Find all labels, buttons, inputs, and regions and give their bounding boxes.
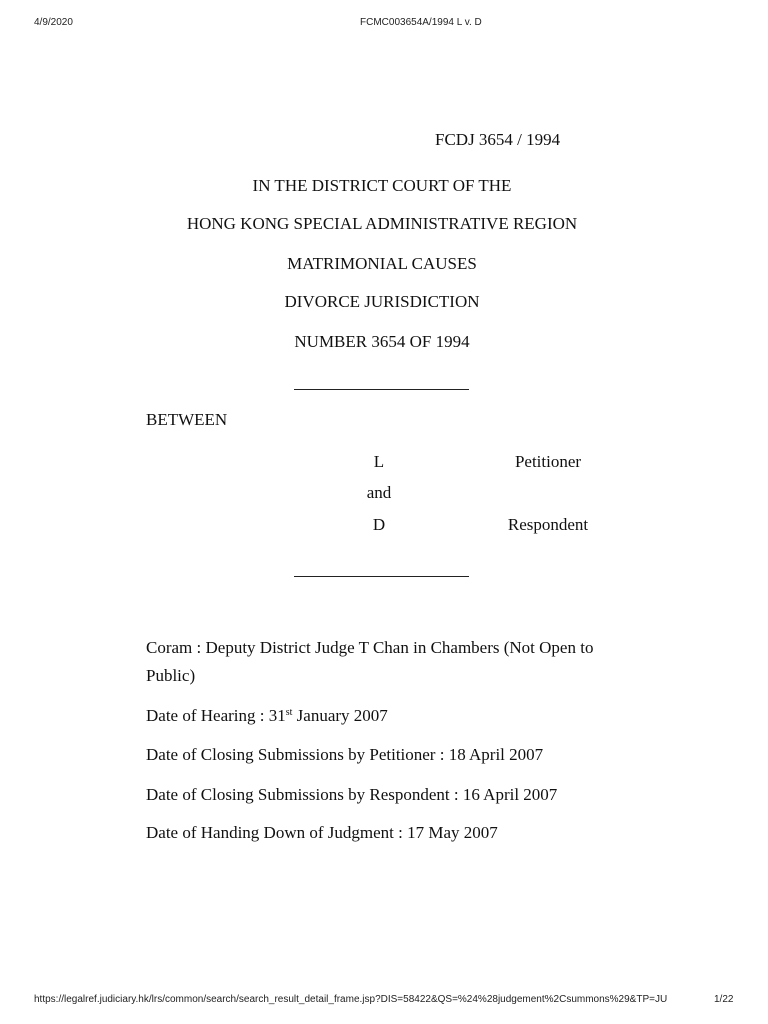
petitioner-role: Petitioner (514, 452, 582, 471)
separator-rule-top (294, 389, 469, 390)
date-of-hearing (146, 706, 388, 726)
respondent-role: Respondent (507, 515, 589, 534)
coram-statement: Coram : Deputy District Judge T Chan in Chambers (Not Open to Public) (146, 638, 594, 685)
separator-rule-bottom (294, 576, 469, 577)
court-heading-line-1: IN THE DISTRICT COURT OF THE (252, 176, 512, 195)
court-heading-line-2: HONG KONG SPECIAL ADMINISTRATIVE REGION (186, 214, 578, 233)
print-date: 4/9/2020 (34, 17, 73, 28)
print-title: FCMC003654A/1994 L v. D (360, 17, 482, 28)
court-heading-line-5: NUMBER 3654 OF 1994 (294, 332, 470, 351)
handing-down-date: Date of Handing Down of Judgment : 17 May 2007 (146, 823, 498, 842)
and-label: and (366, 483, 392, 502)
hearing-rest: January 2007 (292, 706, 388, 725)
respondent-name: D (372, 515, 386, 534)
court-heading-line-4: DIVORCE JURISDICTION (284, 292, 480, 311)
petitioner-name: L (373, 452, 385, 471)
source-url: https://legalref.judiciary.hk/lrs/common/search/search_result_detail_frame.jsp?DIS=58422&QS=%24%28judgement%2Csummons%29&TP=JU (34, 994, 668, 1005)
between-label: BETWEEN (146, 410, 228, 429)
hearing-ordinal-suffix: st (285, 707, 293, 718)
closing-submissions-petitioner: Date of Closing Submissions by Petitioner : 18 April 2007 (146, 745, 544, 764)
court-heading-line-3: MATRIMONIAL CAUSES (287, 254, 477, 273)
case-reference: FCDJ 3654 / 1994 (435, 130, 561, 149)
hearing-prefix: Date of Hearing : 31 (146, 706, 286, 725)
closing-submissions-respondent: Date of Closing Submissions by Respondent : 16 April 2007 (146, 785, 558, 804)
page-number: 1/22 (714, 994, 734, 1005)
